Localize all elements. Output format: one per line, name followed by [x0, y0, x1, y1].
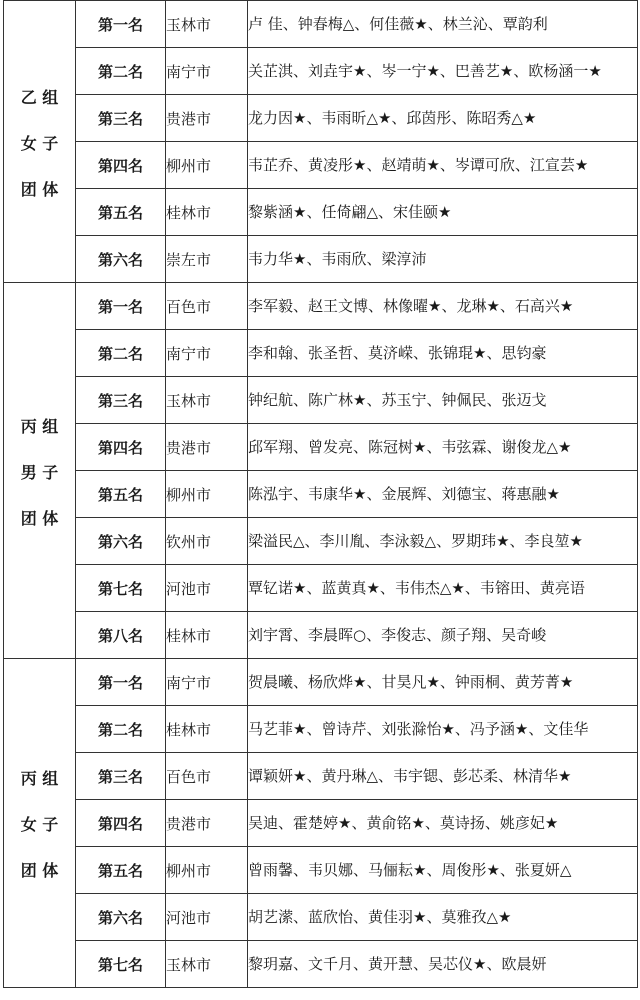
players-cell: 谭颖妍★、黄丹琳△、韦宇锶、彭芯柔、林清华★: [248, 753, 638, 800]
rank-cell: 第一名: [76, 1, 166, 48]
rank-cell: 第三名: [76, 377, 166, 424]
city-cell: 玉林市: [166, 377, 248, 424]
rank-cell: 第四名: [76, 800, 166, 847]
results-body: [4, 1, 638, 988]
city-cell: 柳州市: [166, 847, 248, 894]
group-label-line: 丙 组: [20, 416, 59, 436]
table-row: [4, 800, 638, 847]
players-cell: 钟纪航、陈广林★、苏玉宁、钟佩民、张迈戈: [248, 377, 638, 424]
players-cell: 陈泓宇、韦康华★、金展辉、刘德宝、蒋惠融★: [248, 471, 638, 518]
rank-cell: 第六名: [76, 518, 166, 565]
rank-cell: 第二名: [76, 48, 166, 95]
rank-cell: 第三名: [76, 753, 166, 800]
city-cell: 南宁市: [166, 48, 248, 95]
table-row: [4, 48, 638, 95]
group-label-line: 丙 组: [20, 769, 59, 788]
rank-cell: 第七名: [76, 565, 166, 612]
group-label-line: 女 子: [20, 815, 59, 834]
table-row: [4, 95, 638, 142]
table-row: [4, 753, 638, 800]
table-row: [4, 941, 638, 988]
players-cell: 黎紫涵★、任倚翩△、宋佳颐★: [248, 189, 638, 236]
players-cell: 龙力因★、韦雨昕△★、邱茵彤、陈昭秀△★: [248, 95, 638, 142]
players-cell: 曾雨馨、韦贝娜、马俪耘★、周俊彤★、张夏妍△: [248, 847, 638, 894]
table-row: [4, 330, 638, 377]
city-cell: 桂林市: [166, 612, 248, 659]
group-label-line: 乙 组: [20, 87, 59, 107]
rank-cell: 第四名: [76, 142, 166, 189]
table-row: [4, 283, 638, 330]
rank-cell: 第二名: [76, 330, 166, 377]
players-cell: 胡艺潆、蓝欣怡、黄佳羽★、莫雅孜△★: [248, 894, 638, 941]
players-cell: 韦力华★、韦雨欣、梁淳沛: [248, 236, 638, 283]
players-cell: 卢 佳、钟春梅△、何佳薇★、林兰沁、覃韵利: [248, 1, 638, 48]
rank-cell: 第五名: [76, 471, 166, 518]
table-row: [4, 894, 638, 941]
table-row: [4, 236, 638, 283]
players-cell: 贺晨曦、杨欣烨★、甘昊凡★、钟雨桐、黄芳菁★: [248, 659, 638, 706]
players-cell: 邱军翔、曾发亮、陈冠树★、韦弦霖、谢俊龙△★: [248, 424, 638, 471]
players-cell: 关芷淇、刘垚宇★、岑一宁★、巴善艺★、欧杨涵一★: [248, 48, 638, 95]
city-cell: 百色市: [166, 283, 248, 330]
city-cell: 南宁市: [166, 330, 248, 377]
city-cell: 百色市: [166, 753, 248, 800]
players-cell: 李和翰、张圣哲、莫济嵘、张锦琨★、思钧豪: [248, 330, 638, 377]
table-row: [4, 706, 638, 753]
city-cell: 玉林市: [166, 941, 248, 988]
players-cell: 刘宇霄、李晨晖○、李俊志、颜子翔、吴奇峻: [248, 612, 638, 659]
rank-cell: 第六名: [76, 894, 166, 941]
results-table: [3, 0, 638, 988]
city-cell: 桂林市: [166, 189, 248, 236]
group-label-line: 女 子: [20, 133, 59, 153]
city-cell: 柳州市: [166, 142, 248, 189]
table-row: [4, 659, 638, 706]
city-cell: 河池市: [166, 565, 248, 612]
players-cell: 韦芷乔、黄凌彤★、赵靖萌★、岑谭可欣、江宣芸★: [248, 142, 638, 189]
rank-cell: 第一名: [76, 659, 166, 706]
players-cell: 覃钇诺★、蓝黄真★、韦伟杰△★、韦镕田、黄亮语: [248, 565, 638, 612]
city-cell: 河池市: [166, 894, 248, 941]
table-row: [4, 189, 638, 236]
city-cell: 桂林市: [166, 706, 248, 753]
city-cell: 贵港市: [166, 95, 248, 142]
city-cell: 钦州市: [166, 518, 248, 565]
players-cell: 梁溢民△、李川胤、李泳毅△、罗期玮★、李良堃★: [248, 518, 638, 565]
table-row: [4, 377, 638, 424]
rank-cell: 第六名: [76, 236, 166, 283]
city-cell: 崇左市: [166, 236, 248, 283]
players-cell: 吴迪、霍楚婷★、黄俞铭★、莫诗扬、姚彦妃★: [248, 800, 638, 847]
table-row: [4, 471, 638, 518]
table-row: [4, 565, 638, 612]
table-row: [4, 847, 638, 894]
rank-cell: 第五名: [76, 847, 166, 894]
rank-cell: 第二名: [76, 706, 166, 753]
group-label-cell: [4, 659, 76, 988]
rank-cell: 第五名: [76, 189, 166, 236]
group-label-cell: [4, 1, 76, 283]
table-row: [4, 612, 638, 659]
city-cell: 贵港市: [166, 424, 248, 471]
city-cell: 南宁市: [166, 659, 248, 706]
city-cell: 柳州市: [166, 471, 248, 518]
players-cell: 马艺菲★、曾诗芹、刘张滁怡★、冯予涵★、文佳华: [248, 706, 638, 753]
city-cell: 贵港市: [166, 800, 248, 847]
table-row: [4, 142, 638, 189]
players-cell: 黎玥嘉、文千月、黄开慧、吴芯仪★、欧晨妍: [248, 941, 638, 988]
group-label-line: 团 体: [20, 508, 59, 528]
group-label-line: 团 体: [20, 861, 59, 880]
group-label-line: 男 子: [20, 462, 59, 482]
rank-cell: 第三名: [76, 95, 166, 142]
group-label-line: 团 体: [20, 179, 59, 199]
rank-cell: 第一名: [76, 283, 166, 330]
table-row: [4, 518, 638, 565]
city-cell: 玉林市: [166, 1, 248, 48]
rank-cell: 第八名: [76, 612, 166, 659]
rank-cell: 第四名: [76, 424, 166, 471]
players-cell: 李军毅、赵王文博、林像曜★、龙琳★、石高兴★: [248, 283, 638, 330]
table-row: [4, 1, 638, 48]
rank-cell: 第七名: [76, 941, 166, 988]
table-row: [4, 424, 638, 471]
group-label-cell: [4, 283, 76, 659]
